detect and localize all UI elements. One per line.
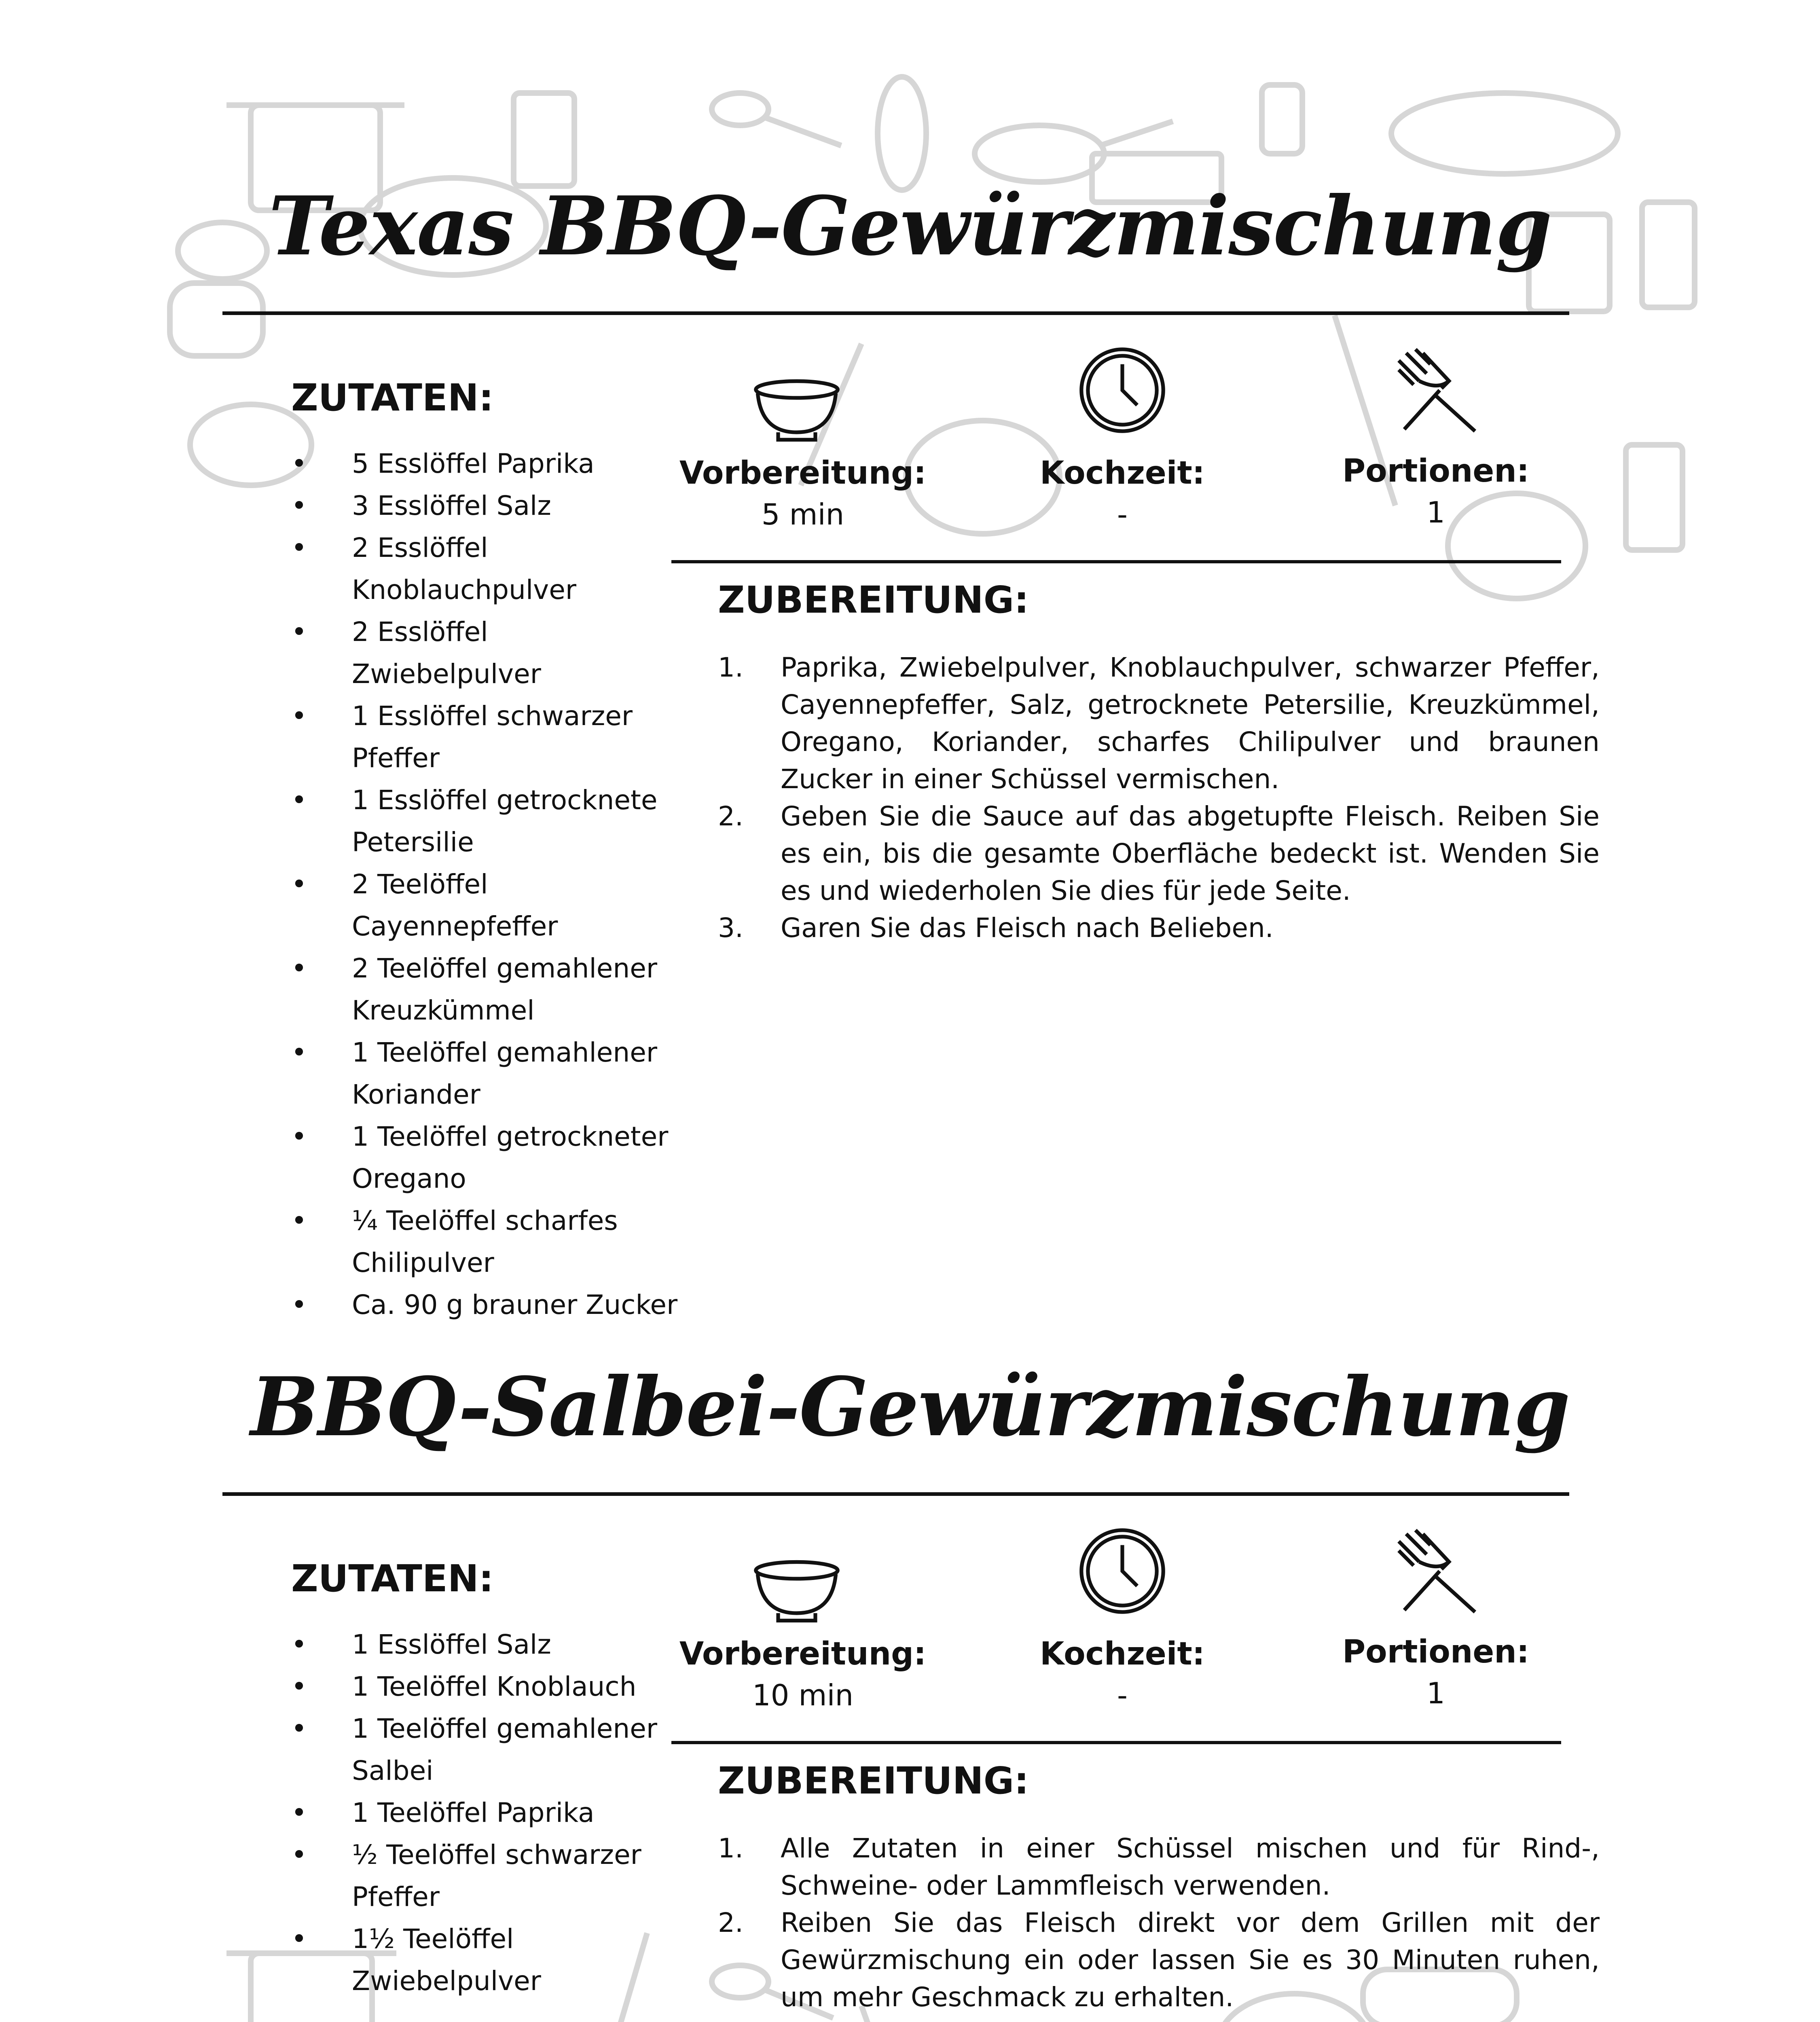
cook-label: Kochzeit: <box>1040 455 1205 491</box>
servings-label: Portionen: <box>1342 1634 1529 1670</box>
step-text: Alle Zutaten in einer Schüssel mischen und für Rind-, Schweine- oder Lammfleisch verwenden. <box>781 1833 1600 1901</box>
prep-value: 10 min <box>752 1678 854 1712</box>
recipe-title: Texas BBQ-Gewürzmischung <box>269 179 1551 274</box>
ingredient-item: • 1 Esslöffel Salz <box>291 1624 679 1666</box>
step-item <box>718 1830 1600 1904</box>
step-text: Garen Sie das Fleisch nach Belieben. <box>781 912 1274 943</box>
ingredient-item: • 1 Esslöffel schwarzer Pfeffer <box>291 695 679 779</box>
step-text: Reiben Sie das Fleisch direkt vor dem Grillen mit der Gewürzmischung ein oder lassen Sie es 30 Minuten ruhen, um mehr Geschmack zu erhalten. <box>781 1907 1600 2013</box>
servings-value: 1 <box>1426 495 1445 529</box>
ingredient-item: • 2 Esslöffel Knoblauchpulver <box>291 527 679 611</box>
step-number: 2. <box>718 1907 743 1938</box>
step-text: Geben Sie die Sauce auf das abgetupfte Fleisch. Reiben Sie es ein, bis die gesamte Oberfläche bedeckt ist. Wenden Sie es und wiederholen Sie dies für jede Seite. <box>781 801 1600 906</box>
step-number: 3. <box>718 912 743 943</box>
step-item <box>718 909 1600 947</box>
cook-value: - <box>1117 1678 1128 1712</box>
ingredient-item: • 1 Teelöffel gemahlener Salbei <box>291 1708 679 1792</box>
ingredient-item: • ½ Teelöffel schwarzer Pfeffer <box>291 1834 679 1918</box>
step-item <box>718 649 1600 798</box>
ingredient-item: • 3 Esslöffel Salz <box>291 485 679 527</box>
cook-value: - <box>1117 497 1128 531</box>
ingredient-item: • 2 Teelöffel Cayennepfeffer <box>291 863 679 948</box>
step-text: Paprika, Zwiebelpulver, Knoblauchpulver, schwarzer Pfeffer, Cayennepfeffer, Salz, getrocknete Petersilie, Kreuzkümmel, Oregano, Koriander, scharfes Chilipulver und braunen Zucker in einer Schüssel vermischen. <box>781 652 1600 795</box>
step-number: 1. <box>718 1833 743 1864</box>
ingredient-item: • 2 Teelöffel gemahlener Kreuzkümmel <box>291 948 679 1032</box>
clock-icon <box>1076 344 1169 437</box>
ingredient-item: • ¼ Teelöffel scharfes Chilipulver <box>291 1200 679 1284</box>
preparation-steps <box>718 1830 1600 2016</box>
step-number: 2. <box>718 801 743 832</box>
ingredients-heading: ZUTATEN: <box>291 376 494 419</box>
ingredient-item: • 2 Esslöffel Zwiebelpulver <box>291 611 679 695</box>
stats-divider <box>671 1741 1561 1744</box>
prep-value: 5 min <box>761 497 844 531</box>
prep-label: Vorbereitung: <box>679 455 927 491</box>
ingredient-item: • 1 Teelöffel getrockneter Oregano <box>291 1116 679 1200</box>
fork-knife-icon <box>1391 1525 1484 1618</box>
preparation-heading: ZUBEREITUNG: <box>718 578 1029 622</box>
servings-value: 1 <box>1426 1676 1445 1710</box>
ingredient-item: • 1 Teelöffel gemahlener Koriander <box>291 1032 679 1116</box>
ingredients-heading: ZUTATEN: <box>291 1557 494 1600</box>
title-divider <box>222 1492 1569 1496</box>
clock-icon <box>1076 1525 1169 1618</box>
recipe-title: BBQ-Salbei-Gewürzmischung <box>250 1360 1570 1455</box>
ingredients-list <box>291 1624 679 2002</box>
ingredient-item: • 1 Esslöffel getrocknete Petersilie <box>291 779 679 863</box>
step-number: 1. <box>718 652 743 683</box>
cook-label: Kochzeit: <box>1040 1636 1205 1672</box>
preparation-heading: ZUBEREITUNG: <box>718 1759 1029 1802</box>
ingredient-item: • 5 Esslöffel Paprika <box>291 443 679 485</box>
ingredient-item: • Ca. 90 g brauner Zucker <box>291 1284 679 1326</box>
bowl-icon <box>750 1539 843 1632</box>
ingredients-list <box>291 443 679 1326</box>
ingredient-item: • 1 Teelöffel Paprika <box>291 1792 679 1834</box>
stats-divider <box>671 560 1561 563</box>
fork-knife-icon <box>1391 344 1484 437</box>
step-item <box>718 798 1600 909</box>
bowl-icon <box>750 358 843 451</box>
servings-label: Portionen: <box>1342 453 1529 489</box>
ingredient-item: • 1 Teelöffel Knoblauch <box>291 1666 679 1708</box>
step-item <box>718 1904 1600 2016</box>
ingredient-item: • 1½ Teelöffel Zwiebelpulver <box>291 1918 679 2002</box>
title-divider <box>222 311 1569 315</box>
prep-label: Vorbereitung: <box>679 1636 927 1672</box>
preparation-steps <box>718 649 1600 947</box>
